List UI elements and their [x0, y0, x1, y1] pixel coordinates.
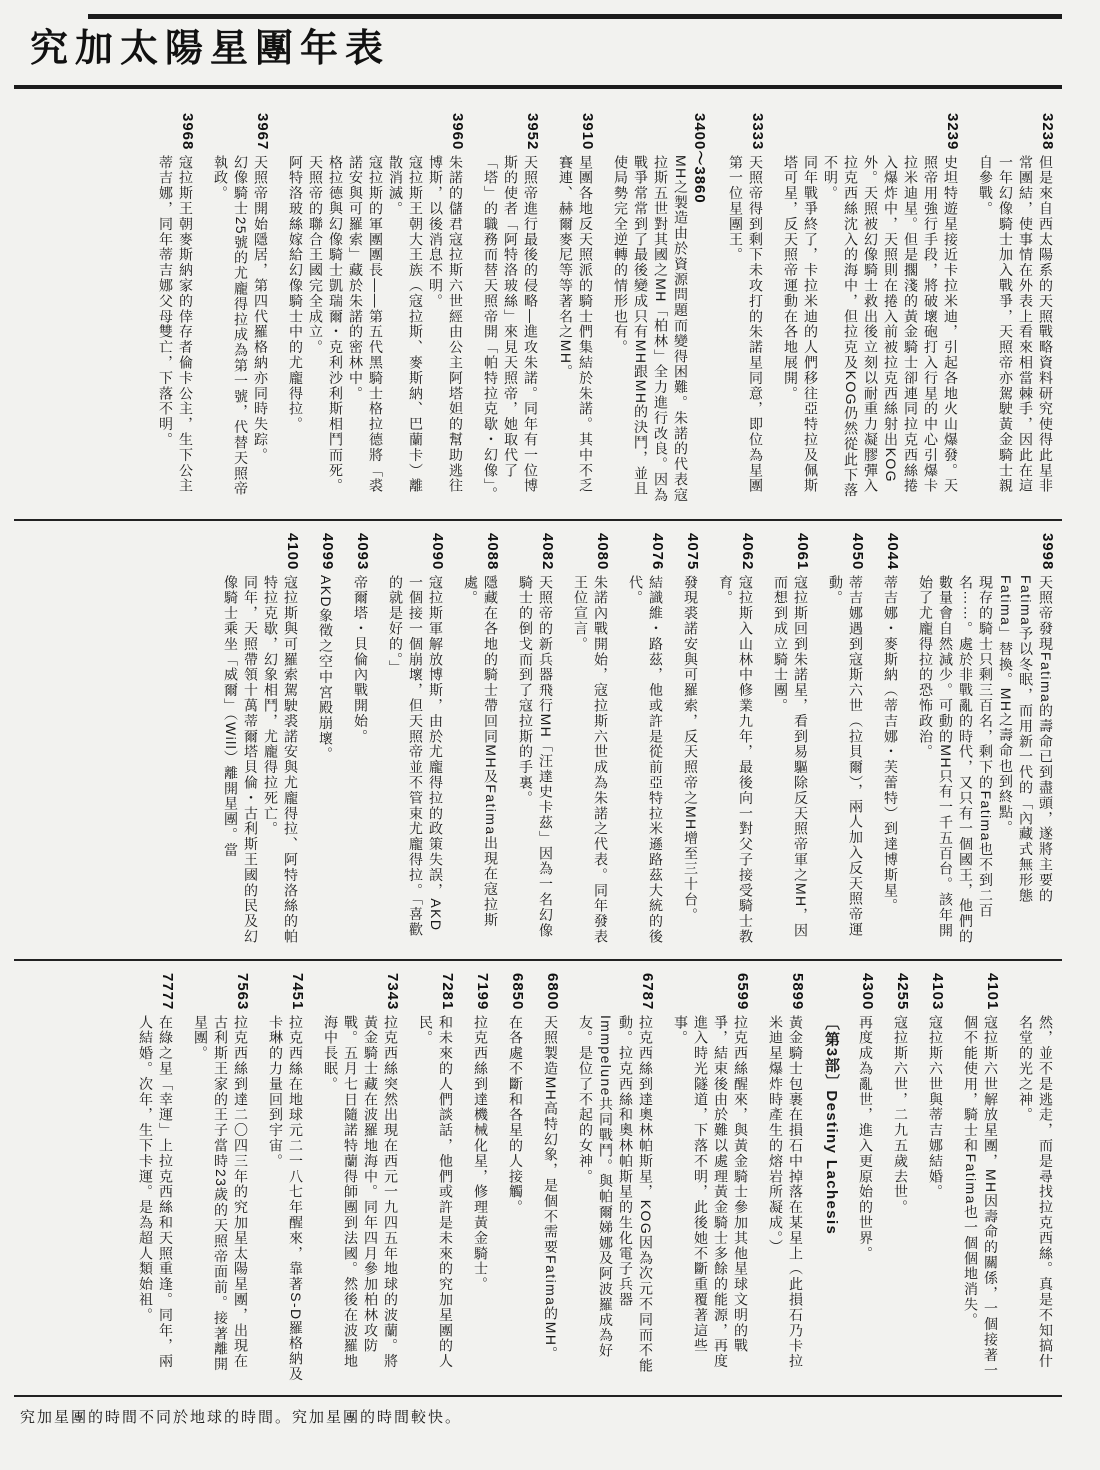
entry-text [626, 575, 666, 945]
year-label: 4101 [984, 972, 1001, 1010]
entry-paragraph: 拉克西絲到達奧林帕斯星，KOG因為次元不同而不能動。拉克西絲和奧林帕斯星的生化電子兵器Immpelune共同戰鬥。與帕爾娣娜及阿波羅成為好友。是位了不起的女神。 [578, 1014, 654, 1374]
entry-text [321, 1015, 401, 1383]
timeline-entry-6787 [576, 973, 656, 1383]
entry-text [926, 1015, 946, 1383]
timeline-entry-7343 [321, 973, 401, 1383]
year-label: 7563 [234, 972, 251, 1010]
entry-paragraph: 在各處不斷和各星的人接觸。 [508, 1014, 524, 1215]
entry-text [781, 155, 961, 505]
entry-paragraph: 拉克西絲在地球元二一八七年醒來，靠著S-D羅格納及卡琳的力量回到宇宙。 [268, 1014, 304, 1382]
entry-text [856, 1015, 876, 1383]
entry-text [726, 155, 766, 505]
year-label: 4103 [929, 972, 946, 1010]
timeline-entry-4050 [826, 533, 866, 945]
timeline-entry-4103 [926, 973, 946, 1383]
year-label: 7777 [159, 972, 176, 1010]
entry-paragraph: 寇拉斯王朝大王族（寇拉斯、麥斯納、巴蘭卡）離散消滅。 [388, 154, 424, 494]
timeline-entry-4075 [681, 533, 701, 945]
timeline-entry-4099 [316, 533, 336, 945]
timeline-entry-4090 [386, 533, 446, 945]
entry-paragraph: MH之製造由於資源問題而變得困難。朱諾的代表寇拉斯五世對其國之MH「柏林」全力進行改良。因為戰爭常常到了最後變成只有MH跟MH的決鬥，並且使局勢完全逆轉的情形也有。 [613, 154, 689, 503]
entry-paragraph: 天照帝發現Fatima的壽命已到盡頭，遂將主要的Fatima予以冬眠，而用新一代的「內藏式無形態Fatima」替換。MH之壽命也到終點。 [998, 574, 1054, 903]
year-label: 3333 [749, 112, 766, 150]
timeline-entry-6850 [506, 973, 526, 1383]
year-label: 3960 [449, 112, 466, 150]
entry-paragraph: 隱藏在各地的騎士帶回同MH及Fatima出現在寇拉斯處。 [463, 574, 499, 928]
entry-text [766, 1015, 806, 1383]
year-label: 4088 [484, 532, 501, 570]
year-label: 4100 [284, 532, 301, 570]
entry-text [286, 155, 466, 505]
entry-text [611, 155, 691, 505]
year-label: 4090 [429, 532, 446, 570]
year-label: 4062 [739, 532, 756, 570]
entry-paragraph: 發現裘諾安與可羅索，反天照帝之MH增至三十台。 [683, 574, 699, 923]
entry-text [156, 155, 196, 505]
timeline-entry-7777 [136, 973, 176, 1383]
timeline-entry-3960 [286, 113, 466, 505]
timeline-entry-3910 [556, 113, 596, 505]
entry-paragraph: 史坦特遊星接近卡拉米迪，引起各地火山爆發。天照帝用強行手段，將破壞砲打入行星的中心引爆卡拉米迪星。但是擱淺的黃金騎士卻連同拉克西絲捲入爆炸中，天照則在捲入前被拉克西絲射出KOG外。天照被幻像騎士救出後立刻以耐重力凝膠彈入拉克西絲沈入的海中，但拉克及KOG仍然從此下落不明。 [823, 154, 959, 498]
year-label: 7281 [439, 972, 456, 1010]
timeline-entry-3333 [726, 113, 766, 505]
entry-paragraph: 阿特洛玻絲嫁給幻像騎士中的尤龐得拉。 [288, 154, 304, 432]
entry-paragraph: 天照帝的新兵器飛行MH「汪達史卡茲」因為一名幻像騎士的倒戈而到了寇拉斯的手裏。 [518, 574, 554, 938]
entry-paragraph: 寇拉斯六世與蒂吉娜結婚。 [928, 1014, 944, 1200]
year-label: 4076 [649, 532, 666, 570]
year-label: 4300 [859, 972, 876, 1010]
timeline-entry-4076 [626, 533, 666, 945]
entry-paragraph: 天照帝得到剩下未攻打的朱諾星同意，即位為星團第一位星團王。 [728, 154, 764, 494]
timeline-entry-4100 [221, 533, 301, 945]
entry-text [571, 575, 611, 945]
timeline-entry-3952 [481, 113, 541, 505]
timeline-entry-3967 [211, 113, 271, 505]
entry-text [541, 1015, 561, 1383]
entry-text [211, 155, 271, 505]
entry-text [881, 575, 901, 945]
timeline-entry-3239 [781, 113, 961, 505]
timeline-entry-6599 [671, 973, 751, 1383]
entry-paragraph: 同年戰爭終了，卡拉米迪的人們移往亞特拉及佩斯塔可星，反天照帝運動在各地展開。 [783, 154, 819, 494]
entry-paragraph: 在綠之星「幸運」上拉克西絲和天照重逢。同年，兩人結婚。次年，生下卡運。是為超人類始祖。 [138, 1014, 174, 1369]
timeline-entry-7199 [471, 973, 491, 1383]
year-label: 6599 [734, 972, 751, 1010]
year-label: 6800 [544, 972, 561, 1010]
year-label: 4061 [794, 532, 811, 570]
entry-paragraph: 寇拉斯王朝麥斯納家的倖存者倫卡公主，生下公主蒂吉娜，同年蒂吉娜父母雙亡，下落不明。 [158, 154, 194, 494]
entry-text [916, 575, 1056, 945]
timeline-entry-section-header [821, 973, 841, 1383]
entry-paragraph: 蒂吉娜遇到寇斯六世（拉貝爾），兩人加入反天照帝運動。 [828, 574, 864, 938]
entry-paragraph: 帝爾塔・貝倫內戰開始。 [353, 574, 369, 744]
timeline-entry-4080 [571, 533, 611, 945]
entry-text [386, 575, 446, 945]
entry-text [771, 575, 811, 945]
timeline-entry-6800 [541, 973, 561, 1383]
year-label: 7451 [289, 972, 306, 1010]
entry-paragraph: 格拉德與幻像騎士凱瑞爾・克利沙利斯相鬥而死。 [328, 154, 344, 494]
year-label: 3910 [579, 112, 596, 150]
year-label: 3998 [1039, 532, 1056, 570]
timeline-entry-4062 [716, 533, 756, 945]
timeline-band-2 [0, 533, 1100, 945]
timeline-band-1 [0, 113, 1100, 505]
entry-text [221, 575, 301, 945]
year-label: 4044 [884, 532, 901, 570]
year-label: 4075 [684, 532, 701, 570]
year-label: 3952 [524, 112, 541, 150]
entry-text [136, 1015, 176, 1383]
entry-paragraph: 寇拉斯的軍團團長——第五代黑騎士格拉德將「裘諾安與可羅索」藏於朱諾的密林中。 [348, 154, 384, 494]
entry-paragraph: 寇拉斯入山林中修業九年，最後向一對父子接受騎士教育。 [718, 574, 754, 945]
timeline-entry-4082 [516, 533, 556, 945]
timeline-entry-3400〜3860 [611, 113, 711, 505]
entry-paragraph: 寇拉斯與可羅索駕駛裘諾安與尤龐得拉、阿特洛絲的帕特拉克歇，幻象相鬥，尤龐得拉死亡。 [263, 574, 299, 945]
entry-text [556, 155, 596, 505]
timeline-entry-4300 [856, 973, 876, 1383]
entry-text [266, 1015, 306, 1383]
year-label: 6850 [509, 972, 526, 1010]
timeline-entry-7451 [266, 973, 306, 1383]
year-label: 4099 [319, 532, 336, 570]
entry-text [351, 575, 371, 945]
entry-paragraph: 拉克西絲突然出現在西元一九四五年地球的波蘭。將黃金騎士藏在波羅地海中。同年四月參加柏林攻防戰。五月七日隨諾特蘭得師團到法國。然後在波羅地海中長眠。 [323, 1014, 399, 1369]
year-label: 4050 [849, 532, 866, 570]
entry-text [316, 575, 336, 945]
timeline-entry-continuation [1016, 973, 1056, 1383]
entry-paragraph: 朱諾的儲君寇拉斯六世經由公主阿塔妲的幫助逃往博斯，以後消息不明。 [428, 154, 464, 494]
entry-text [671, 1015, 751, 1383]
entry-paragraph: 但是來自西太陽系的天照戰略資料研究使得此星非常團結，使事情在外表上看來相當棘手，因此在這一年幻像騎士加入戰爭，天照帝亦駕駛黃金騎士親自參戰。 [978, 154, 1054, 494]
entry-paragraph: 然，並不是逃走，而是尋找拉克西絲。真是不知搞什名堂的光之神。 [1018, 1014, 1054, 1369]
timeline-entry-7281 [416, 973, 456, 1383]
year-label: 4093 [354, 532, 371, 570]
entry-paragraph: 拉克西絲醒來，與黃金騎士參加其他星球文明的戰爭，結束後由於難以處理黃金騎士多餘的能源，再度進入時光隧道，下落不明，此後她不斷重覆著這些事。 [673, 1014, 749, 1369]
entry-text [516, 575, 556, 945]
entry-text [481, 155, 541, 505]
year-label: 3968 [179, 112, 196, 150]
timeline-entry-5899 [766, 973, 806, 1383]
entry-paragraph: 寇拉斯回到朱諾星，看到易驅除反天照帝軍之MH，因而想到成立騎士團。 [773, 574, 809, 938]
year-label: 7343 [384, 972, 401, 1010]
entry-paragraph: 天照帝進行最後的侵略—進攻朱諾。同年有一位博斯的使者「阿特洛玻絲」來見天照帝，她取代了「塔」的職務而替天照帝開「帕特拉克歇・幻像」。 [483, 154, 539, 502]
page-title: 究加太陽星團年表 [30, 28, 391, 70]
entry-paragraph: 天照帝的聯合王國完全成立。 [308, 154, 324, 355]
entry-paragraph: 天照製造MH高特幻象，是個不需要Fatima的MH。 [543, 1014, 559, 1362]
entry-text [821, 1015, 841, 1383]
timeline-entry-4061 [771, 533, 811, 945]
entry-paragraph: 同年，天照帶領十萬蒂爾塔貝倫・古利斯王國的民及幻像騎士乘坐「威爾」（Will）離開星團。當 [223, 574, 259, 945]
entry-paragraph: 現存的騎士只剩三百名，剩下的Fatima也不到二百名⋯⋯。處於非戰亂的時代，又只有一個國王，他們的數量會自然減少。可動的MH只有一千五百台。該年開始了尤龐得拉的恐怖政治。 [918, 574, 994, 945]
timeline-band-3 [0, 973, 1100, 1383]
entry-paragraph: 蒂吉娜・麥斯納（蒂吉娜・芙蕾特）到達博斯星。 [883, 574, 899, 914]
entry-paragraph: 和未來的人們談話，他們或許是未來的究加星團的人民。 [418, 1014, 454, 1369]
entry-text [1016, 1015, 1056, 1383]
entry-paragraph: 拉克西絲到達二〇四三年的究加星太陽星團，出現在古利斯王家的王子當時23歲的天照帝面前。接著離開星團。 [193, 1014, 249, 1372]
entry-text [576, 1015, 656, 1383]
entry-paragraph: 再度成為亂世，進入更原始的世界。 [858, 1014, 874, 1261]
year-label: 4080 [594, 532, 611, 570]
entry-paragraph: 〔第3部〕Destiny Lachesis [823, 1014, 840, 1235]
entry-paragraph: 結識維・路茲，他或許是從前亞特拉米遜路茲大統的後代。 [628, 574, 664, 945]
entry-paragraph: 寇拉斯六世，二九五歲去世。 [893, 1014, 909, 1215]
year-label: 3238 [1039, 112, 1056, 150]
timeline-entry-3998 [916, 533, 1056, 945]
year-label: 4255 [894, 972, 911, 1010]
year-label: 5899 [789, 972, 806, 1010]
entry-paragraph: AKD象徵之空中宮殿崩壞。 [318, 574, 334, 762]
year-label: 7199 [474, 972, 491, 1010]
entry-paragraph: 黃金騎士包裹在損石中掉落在某星上（此損石乃卡拉米迪星爆炸時產生的熔岩所凝成。） [768, 1014, 804, 1369]
timeline-entry-4255 [891, 973, 911, 1383]
entry-text [681, 575, 701, 945]
entry-text [891, 1015, 911, 1383]
entry-text [461, 575, 501, 945]
timeline-entry-4044 [881, 533, 901, 945]
timeline-entry-4101 [961, 973, 1001, 1383]
entry-text [416, 1015, 456, 1383]
top-rule [88, 14, 1062, 19]
entry-text [191, 1015, 251, 1383]
entry-paragraph: 幻像騎士25號的尤龐得拉成為第一號，代替天照帝執政。 [213, 154, 249, 497]
entry-text [506, 1015, 526, 1383]
entry-paragraph: 拉克西絲到達機械化星，修理黃金騎士。 [473, 1014, 489, 1292]
year-label: 6787 [639, 972, 656, 1010]
title-divider [14, 85, 1062, 89]
entry-paragraph: 寇拉斯軍解放博斯，由於尤龐得拉的政策失誤，AKD一個接一個崩壞，但天照帝並不管束尤龐得拉。「喜歡的就是好的。」 [388, 574, 444, 938]
footer-note: 究加星團的時間不同於地球的時間。究加星團的時間較快。 [20, 1408, 463, 1426]
footer-divider [14, 1395, 1062, 1397]
entry-text [976, 155, 1056, 505]
timeline-entry-4093 [351, 533, 371, 945]
year-label: 3400〜3860 [691, 112, 708, 204]
entry-paragraph: 天照帝開始隱居，第四代羅格納亦同時失踪。 [253, 154, 269, 463]
timeline-entry-4088 [461, 533, 501, 945]
scanned-chronology-page [0, 14, 1100, 1470]
band-divider [14, 519, 1062, 521]
entry-text [471, 1015, 491, 1383]
year-label: 4082 [539, 532, 556, 570]
year-label: 3967 [254, 112, 271, 150]
entry-text [826, 575, 866, 945]
entry-paragraph: 星團各地反天照派的騎士們集結於朱諾。其中不乏賽連、赫爾麥尼等等著名之MH。 [558, 154, 594, 494]
timeline-entry-7563 [191, 973, 251, 1383]
band-divider [14, 959, 1062, 961]
entry-text [961, 1015, 1001, 1383]
entry-text [716, 575, 756, 945]
entry-paragraph: 朱諾內戰開始，寇拉斯六世成為朱諾之代表。同年發表王位宣言。 [573, 574, 609, 945]
year-label: 3239 [944, 112, 961, 150]
timeline-entry-3238 [976, 113, 1056, 505]
entry-paragraph: 寇拉斯六世解放星團，MH因壽命的關係，一個接著一個不能使用，騎士和Fatima也一個個地消失。 [963, 1014, 999, 1378]
timeline-entry-3968 [156, 113, 196, 505]
